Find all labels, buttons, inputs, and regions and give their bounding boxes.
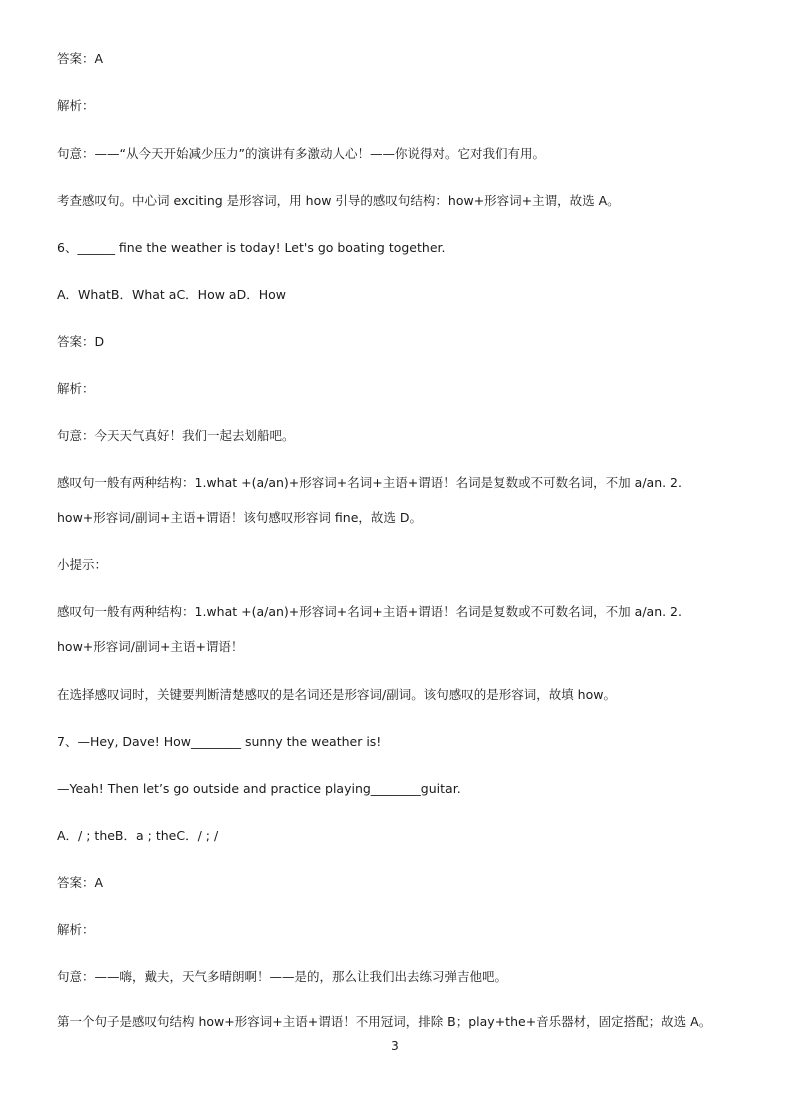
- tip-q6-line3: 在选择感叹词时，关键要判断清楚感叹的是名词还是形容词/副词。该句感叹的是形容词，故填 how。: [57, 687, 616, 702]
- analysis-label-q6: 解析：: [57, 381, 95, 396]
- answer-label-q7: 答案：A: [57, 875, 104, 890]
- page-number: 3: [391, 1039, 399, 1053]
- sentence-meaning-q7: 句意：——嗨，戴夫，天气多晴朗啊！——是的，那么让我们出去练习弹吉他吧。: [57, 969, 508, 984]
- options-q7: A．/ ; theB．a ; theC．/ ; /: [57, 828, 219, 843]
- answer-label-q6: 答案：D: [57, 334, 105, 349]
- question-7-line1: 7、—Hey, Dave! How________ sunny the weather is!: [57, 734, 382, 749]
- explanation-q7: 第一个句子是感叹句结构 how+形容词+主语+谓语！不用冠词，排除 B；play+the+音乐器材，固定搭配；故选 A。: [57, 1014, 712, 1029]
- tip-q6-line1: 感叹句一般有两种结构：1.what +(a/an)+形容词+名词+主语+谓语！名词是复数或不可数名词，不加 a/an. 2.: [57, 604, 682, 619]
- tip-q6-line2: how+形容词/副词+主语+谓语！: [57, 639, 244, 654]
- question-7-line2: —Yeah! Then let’s go outside and practice playing________guitar.: [57, 781, 461, 796]
- options-q6: A．WhatB．What aC．How aD．How: [57, 287, 286, 302]
- analysis-label-q5: 解析：: [57, 98, 95, 113]
- sentence-meaning-q5: 句意：——“从今天开始减少压力”的演讲有多激动人心！——你说得对。它对我们有用。: [57, 146, 545, 161]
- sentence-meaning-q6: 句意：今天天气真好！我们一起去划船吧。: [57, 428, 295, 443]
- tip-label-q6: 小提示：: [57, 557, 108, 572]
- explanation-q6-line2: how+形容词/副词+主语+谓语！该句感叹形容词 fine，故选 D。: [57, 510, 422, 525]
- explanation-q5: 考查感叹句。中心词 exciting 是形容词，用 how 引导的感叹句结构：how+形容词+主谓，故选 A。: [57, 193, 620, 208]
- explanation-q6-line1: 感叹句一般有两种结构：1.what +(a/an)+形容词+名词+主语+谓语！名词是复数或不可数名词，不加 a/an. 2.: [57, 475, 682, 490]
- analysis-label-q7: 解析：: [57, 922, 95, 937]
- answer-label-q5: 答案：A: [57, 51, 104, 66]
- question-6: 6、______ fine the weather is today! Let's go boating together.: [57, 240, 446, 255]
